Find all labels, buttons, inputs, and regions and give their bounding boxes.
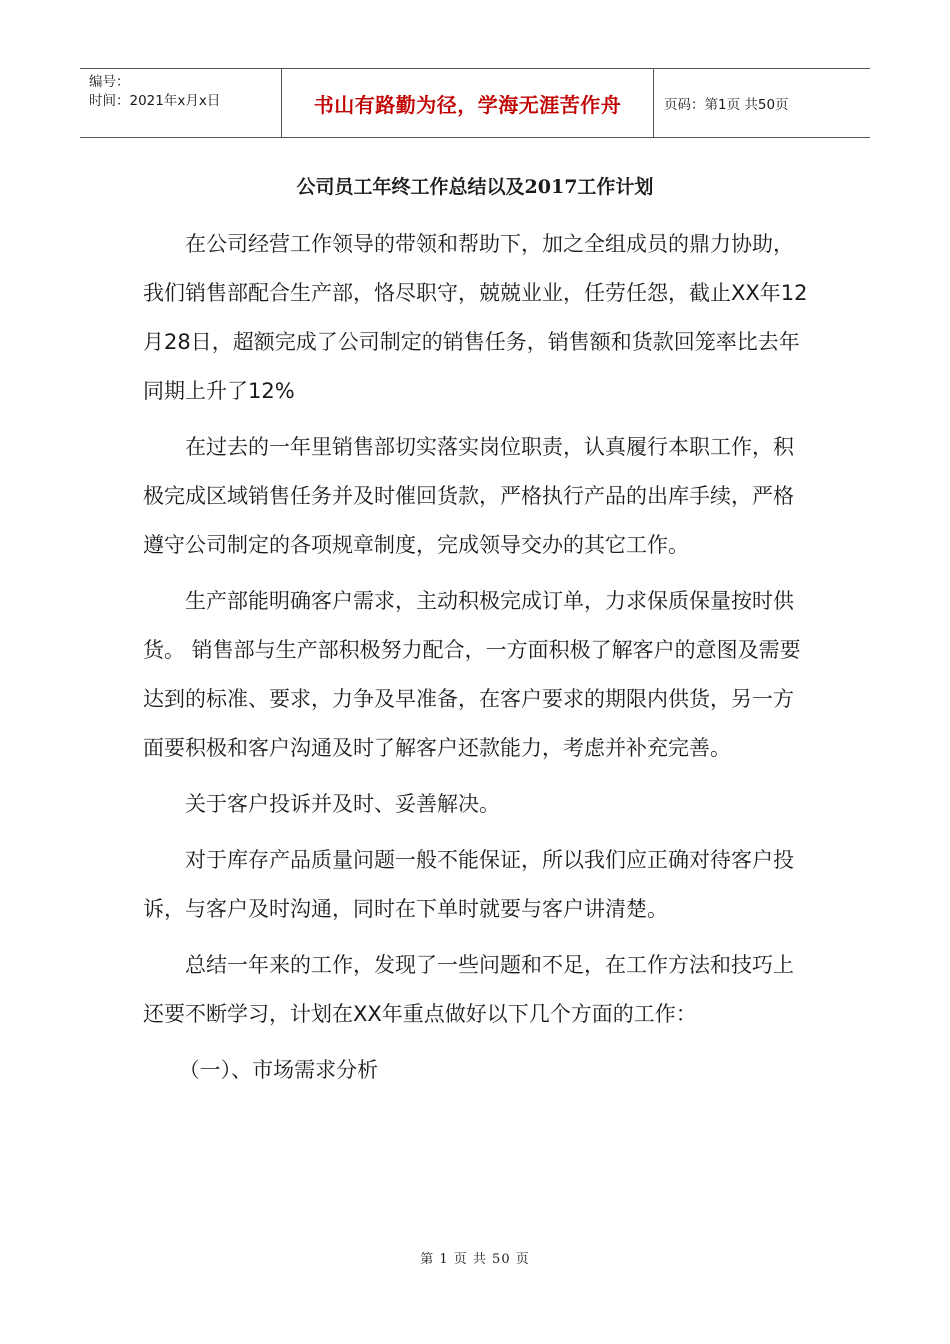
header-meta [80, 69, 282, 137]
page-footer: 第 1 页 共 50 页 [420, 1252, 530, 1267]
document-number-label: 编号： [89, 74, 130, 90]
paragraph: 在过去的一年里销售部切实落实岗位职责，认真履行本职工作，积极完成区域销售任务并及时催回货款，严格执行产品的出库手续，严格遵守公司制定的各项规章制度，完成领导交办的其它工作。 [143, 435, 794, 557]
section-heading: （一）、市场需求分析 [178, 1058, 379, 1082]
paragraph: 在公司经营工作领导的带领和帮助下，加之全组成员的鼎力协助，我们销售部配合生产部，恪尽职守，兢兢业业，任劳任怨，截止XX年12月28日，超额完成了公司制定的销售任务，销售额和货款回笼率比去年同期上升了12% [143, 232, 808, 403]
header-motto: 书山有路勤为径，学海无涯苦作舟 [282, 69, 654, 137]
paragraph: 生产部能明确客户需求，主动积极完成订单，力求保质保量按时供货。 销售部与生产部积极努力配合，一方面积极了解客户的意图及需要达到的标准、要求，力争及早准备，在客户要求的期限内供货，另一方面要积极和客户沟通及时了解客户还款能力，考虑并补充完善。 [143, 589, 801, 760]
paragraph: 关于客户投诉并及时、妥善解决。 [185, 792, 500, 816]
paragraph: 对于库存产品质量问题一般不能保证，所以我们应正确对待客户投诉，与客户及时沟通，同时在下单时就要与客户讲清楚。 [143, 848, 794, 921]
header-table [80, 68, 870, 138]
header-page-info: 页码：第1页 共50页 [664, 97, 789, 113]
document-title: 公司员工年终工作总结以及2017工作计划 [296, 176, 654, 198]
paragraph: 总结一年来的工作，发现了一些问题和不足，在工作方法和技巧上还要不断学习，计划在XX年重点做好以下几个方面的工作： [143, 953, 794, 1026]
document-body [143, 220, 808, 1102]
document-date-label: 时间：2021年x月x日 [89, 93, 221, 109]
